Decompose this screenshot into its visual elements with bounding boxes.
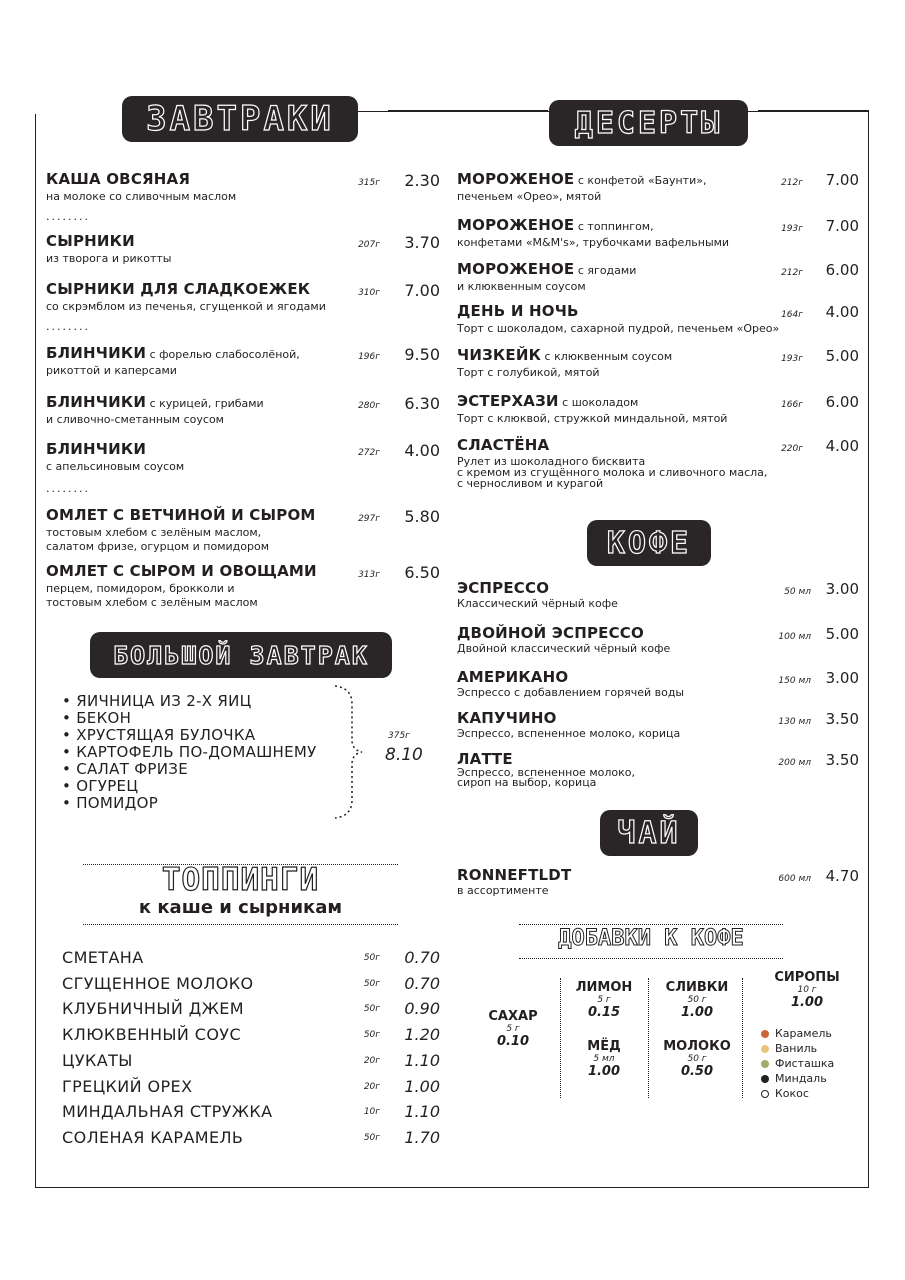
- frame-gap: [34, 108, 134, 114]
- addons-title: ДОБАВКИ К КОФЕ: [558, 926, 744, 951]
- toppings-subtitle: к каше и сырникам: [138, 897, 343, 918]
- item-description: Торт с клюквой, стружкой миндальной, мятой: [457, 412, 728, 425]
- syrup-flavor-list: [761, 1026, 861, 1101]
- topping-price: 0.70: [404, 948, 440, 967]
- item-description: Торт с шоколадом, сахарной пудрой, печеньем «Орео»: [457, 322, 780, 335]
- big-breakfast-item: • ОГУРЕЦ: [62, 777, 139, 795]
- item-weight: 315г: [358, 178, 380, 188]
- item-description: перцем, помидором, брокколи и тостовым хлебом с зелёным маслом: [46, 582, 258, 609]
- topping-weight: 20г: [363, 1081, 380, 1092]
- addon-lemon-name: ЛИМОН: [575, 980, 633, 995]
- addons-top-divider: [519, 924, 783, 925]
- desserts-header: ДЕСЕРТЫ: [549, 100, 748, 146]
- item-name-text: МОРОЖЕНОЕ: [457, 260, 575, 278]
- topping-price: 0.70: [404, 973, 440, 993]
- item-separator: ........: [46, 320, 90, 333]
- item-weight: 212г: [781, 178, 803, 188]
- item-subtitle: с ягодами: [574, 264, 637, 277]
- syrup-flavor-label: Карамель: [775, 1027, 832, 1040]
- item-description: Эспрессо, вспененное молоко, корица: [457, 727, 681, 740]
- flavor-dot-icon: [761, 1030, 769, 1038]
- item-weight: 200 мл: [778, 758, 811, 768]
- item-name: [46, 344, 440, 364]
- topping-price: 1.10: [404, 1050, 440, 1070]
- topping-row: [62, 1051, 440, 1071]
- addon-honey: [566, 1039, 642, 1079]
- item-name: КАПУЧИНО: [457, 709, 557, 727]
- coffee-item: [457, 624, 859, 656]
- dessert-item: [457, 260, 859, 294]
- item-name-text: КАША ОВСЯНАЯ: [46, 170, 191, 188]
- syrup-flavor: [761, 1026, 861, 1041]
- item-price: 3.50: [825, 710, 859, 728]
- item-name: АМЕРИКАНО: [457, 668, 569, 686]
- dessert-item: [457, 216, 859, 250]
- topping-weight: 50г: [363, 978, 380, 989]
- item-weight: 196г: [358, 352, 380, 362]
- item-price: 4.00: [404, 441, 440, 460]
- breakfast-item: [46, 232, 440, 266]
- item-price: 4.00: [825, 303, 859, 321]
- topping-name: ГРЕЦКИЙ ОРЕХ: [62, 1076, 193, 1096]
- item-weight: 50 мл: [784, 587, 811, 597]
- topping-row: [62, 948, 440, 968]
- item-name: [46, 232, 440, 252]
- topping-row: [62, 1128, 440, 1148]
- big-breakfast-item: • ПОМИДОР: [62, 794, 159, 812]
- addon-milk-price: 0.50: [680, 1064, 714, 1079]
- topping-row: [62, 1077, 440, 1097]
- syrup-flavor-label: Миндаль: [775, 1072, 827, 1085]
- topping-name: КЛЮКВЕННЫЙ СОУС: [62, 1025, 242, 1045]
- topping-row: [62, 1102, 440, 1122]
- syrup-flavor: [761, 1071, 861, 1086]
- item-description: со скрэмблом из печенья, сгущенкой и ягодами: [46, 300, 326, 313]
- topping-weight: 50г: [363, 953, 380, 963]
- item-description: в ассортименте: [457, 884, 549, 897]
- item-weight: 207г: [358, 240, 380, 250]
- big-breakfast-weight: 375г: [388, 731, 410, 741]
- item-price: 9.50: [404, 345, 440, 364]
- syrup-flavor-label: Кокос: [775, 1087, 809, 1100]
- breakfast-item: [46, 562, 440, 610]
- item-description: и сливочно-сметанным соусом: [46, 413, 224, 426]
- topping-weight: 50г: [363, 1004, 380, 1015]
- item-name-text: МОРОЖЕНОЕ: [457, 216, 575, 234]
- addon-syrups-name: СИРОПЫ: [774, 970, 840, 985]
- item-name: [46, 280, 440, 300]
- item-description: с апельсиновым соусом: [46, 460, 185, 473]
- breakfast-item: [46, 280, 440, 314]
- item-description: Эспрессо с добавлением горячей воды: [457, 686, 685, 699]
- addon-sugar-weight: 5 г: [506, 1024, 520, 1034]
- item-name: [46, 170, 440, 190]
- item-weight: 310г: [358, 288, 380, 298]
- item-description: Классический чёрный кофе: [457, 597, 618, 610]
- addon-honey-name: МЁД: [587, 1039, 621, 1054]
- addon-lemon-price: 0.15: [587, 1005, 621, 1020]
- addon-sugar-price: 0.10: [496, 1034, 530, 1049]
- topping-weight: 50г: [363, 1132, 380, 1143]
- item-description: из творога и рикотты: [46, 252, 172, 265]
- item-description: Рулет из шоколадного бисквита с кремом из сгущённого молока и сливочного масла, с черносливом и курагой: [457, 455, 768, 490]
- tea-header: ЧАЙ: [600, 810, 698, 856]
- big-breakfast-item: • ЯИЧНИЦА ИЗ 2-Х ЯИЦ: [62, 692, 252, 710]
- coffee-item: [457, 750, 859, 788]
- item-name-text: СЫРНИКИ: [46, 232, 135, 250]
- big-breakfast-item: • КАРТОФЕЛЬ ПО-ДОМАШНЕМУ: [62, 743, 317, 761]
- flavor-dot-icon: [761, 1060, 769, 1068]
- item-name-text: ДЕНЬ И НОЧЬ: [457, 302, 579, 320]
- item-weight: 193г: [781, 224, 803, 234]
- item-price: 5.80: [404, 507, 440, 526]
- frame-top-line-middle: [388, 110, 548, 111]
- item-name-text: СЫРНИКИ ДЛЯ СЛАДКОЕЖЕК: [46, 280, 311, 298]
- item-name: ЭСПРЕССО: [457, 579, 550, 597]
- item-separator: ........: [46, 482, 90, 495]
- syrup-flavor: [761, 1056, 861, 1071]
- frame-top-line-right: [758, 110, 869, 111]
- toppings-title: ТОППИНГИ: [161, 862, 320, 898]
- flavor-dot-icon: [761, 1045, 769, 1053]
- breakfast-item: [46, 344, 440, 378]
- topping-price: 1.00: [404, 1076, 440, 1096]
- topping-name: СГУЩЕННОЕ МОЛОКО: [62, 973, 254, 993]
- topping-name: МИНДАЛЬНАЯ СТРУЖКА: [62, 1102, 273, 1122]
- item-price: 4.00: [825, 437, 859, 455]
- item-price: 7.00: [404, 281, 440, 300]
- item-name-text: МОРОЖЕНОЕ: [457, 170, 575, 188]
- big-breakfast-item: • БЕКОН: [62, 709, 132, 727]
- item-name-text: БЛИНЧИКИ: [46, 393, 147, 411]
- item-weight: 280г: [358, 401, 380, 411]
- item-subtitle: с клюквенным соусом: [541, 350, 673, 363]
- coffee-item: [457, 579, 859, 611]
- big-breakfast-list: [62, 693, 362, 812]
- breakfast-header: ЗАВТРАКИ: [122, 96, 358, 142]
- item-weight: 272г: [358, 448, 380, 458]
- topping-price: 0.90: [404, 999, 440, 1019]
- item-description: Торт с голубикой, мятой: [457, 366, 600, 379]
- item-description: Двойной классический чёрный кофе: [457, 642, 671, 655]
- item-name: [46, 506, 440, 526]
- item-price: 3.00: [825, 669, 859, 687]
- topping-weight: 10г: [363, 1107, 380, 1118]
- breakfast-item: [46, 440, 440, 474]
- item-weight: 297г: [358, 514, 380, 524]
- topping-weight: 50г: [363, 1030, 380, 1041]
- addons-bottom-divider: [519, 958, 783, 959]
- item-subtitle: с курицей, грибами: [146, 397, 264, 410]
- topping-row: [62, 999, 440, 1019]
- item-price: 6.00: [825, 261, 859, 279]
- breakfast-item: [46, 170, 440, 204]
- addon-cream-name: СЛИВКИ: [665, 980, 729, 995]
- item-weight: 130 мл: [778, 717, 811, 727]
- item-weight: 166г: [781, 400, 803, 410]
- item-weight: 220г: [781, 444, 803, 454]
- syrup-flavor: [761, 1041, 861, 1056]
- item-price: 3.00: [825, 580, 859, 598]
- item-name: [46, 562, 440, 582]
- dessert-item: [457, 436, 859, 489]
- addon-cream: [656, 980, 738, 1020]
- item-weight: 193г: [781, 354, 803, 364]
- addon-syrups: [752, 970, 862, 1010]
- item-price: 5.00: [825, 625, 859, 643]
- item-description: Эспрессо, вспененное молоко, сироп на выбор, корица: [457, 766, 635, 789]
- item-name-text: ОМЛЕТ С ВЕТЧИНОЙ И СЫРОМ: [46, 506, 316, 524]
- dessert-item: [457, 346, 859, 380]
- addon-lemon-weight: 5 г: [597, 995, 611, 1005]
- item-name-text: БЛИНЧИКИ: [46, 344, 147, 362]
- addon-honey-price: 1.00: [587, 1064, 621, 1079]
- addon-honey-weight: 5 мл: [593, 1054, 615, 1064]
- item-price: 3.70: [404, 233, 440, 252]
- breakfast-item: [46, 393, 440, 427]
- addon-milk-weight: 50 г: [687, 1054, 707, 1064]
- coffee-header: КОФЕ: [587, 520, 711, 566]
- item-subtitle: с конфетой «Баунти»,: [574, 174, 707, 187]
- item-price: 7.00: [825, 217, 859, 235]
- item-name-text: ЭСТЕРХАЗИ: [457, 392, 559, 410]
- topping-price: 1.10: [404, 1102, 440, 1122]
- addon-lemon: [566, 980, 642, 1020]
- item-price: 4.70: [825, 867, 859, 885]
- addons-divider-2: [648, 978, 649, 1098]
- big-breakfast-item: • САЛАТ ФРИЗЕ: [62, 760, 188, 778]
- addon-syrups-weight: 10 г: [797, 985, 817, 995]
- item-weight: 313г: [358, 570, 380, 580]
- big-breakfast-price: 8.10: [385, 745, 423, 765]
- item-name-text: СЛАСТЁНА: [457, 436, 550, 454]
- syrup-flavor-label: Ваниль: [775, 1042, 818, 1055]
- topping-row: [62, 1025, 440, 1045]
- item-weight: 212г: [781, 268, 803, 278]
- topping-name: СМЕТАНА: [62, 948, 144, 967]
- dessert-item: [457, 392, 859, 426]
- topping-name: ЦУКАТЫ: [62, 1050, 133, 1070]
- item-name-text: ОМЛЕТ С СЫРОМ И ОВОЩАМИ: [46, 562, 317, 580]
- item-name: ЛАТТЕ: [457, 750, 513, 768]
- flavor-dot-icon: [761, 1090, 769, 1098]
- item-weight: 164г: [781, 310, 803, 320]
- syrup-flavor: [761, 1086, 861, 1101]
- item-description: тостовым хлебом с зелёным маслом, салатом фризе, огурцом и помидором: [46, 526, 270, 553]
- addon-cream-price: 1.00: [680, 1005, 714, 1020]
- addons-divider-1: [560, 978, 561, 1098]
- item-price: 6.30: [404, 394, 440, 413]
- addons-divider-3: [742, 978, 743, 1098]
- item-weight: 150 мл: [778, 676, 811, 686]
- item-price: 6.00: [825, 393, 859, 411]
- item-subtitle: с форелью слабосолёной,: [146, 348, 300, 361]
- item-weight: 600 мл: [778, 874, 811, 884]
- item-price: 3.50: [825, 751, 859, 769]
- coffee-item: [457, 668, 859, 700]
- addon-sugar: [478, 1009, 548, 1049]
- topping-price: 1.70: [404, 1127, 440, 1147]
- syrup-flavor-label: Фисташка: [775, 1057, 835, 1070]
- item-description: печеньем «Орео», мятой: [457, 190, 602, 203]
- item-name: ДВОЙНОЙ ЭСПРЕССО: [457, 624, 644, 642]
- big-breakfast-header: БОЛЬШОЙ ЗАВТРАК: [90, 632, 392, 678]
- topping-name: СОЛЕНАЯ КАРАМЕЛЬ: [62, 1127, 244, 1147]
- addon-milk: [656, 1039, 738, 1079]
- dessert-item: [457, 170, 859, 204]
- item-separator: ........: [46, 210, 90, 223]
- item-name: [46, 440, 440, 460]
- curly-brace-icon: [330, 684, 370, 820]
- item-price: 2.30: [404, 171, 440, 190]
- big-breakfast-item: • ХРУСТЯЩАЯ БУЛОЧКА: [62, 726, 256, 744]
- toppings-bottom-divider: [83, 924, 398, 925]
- addon-syrups-price: 1.00: [790, 995, 824, 1010]
- addon-sugar-name: САХАР: [488, 1009, 538, 1024]
- item-description: и клюквенным соусом: [457, 280, 586, 293]
- topping-name: КЛУБНИЧНЫЙ ДЖЕМ: [62, 999, 244, 1019]
- topping-row: [62, 974, 440, 994]
- breakfast-item: [46, 506, 440, 554]
- topping-price: 1.20: [404, 1025, 440, 1045]
- item-price: 7.00: [825, 171, 859, 189]
- item-price: 5.00: [825, 347, 859, 365]
- item-name: [46, 393, 440, 413]
- topping-weight: 20г: [363, 1055, 380, 1066]
- addon-cream-weight: 50 г: [687, 995, 707, 1005]
- item-name-text: БЛИНЧИКИ: [46, 440, 147, 458]
- item-name-text: ЧИЗКЕЙК: [457, 346, 542, 364]
- item-price: 6.50: [404, 563, 440, 582]
- coffee-item: [457, 709, 859, 741]
- item-description: на молоке со сливочным маслом: [46, 190, 237, 203]
- item-weight: 100 мл: [778, 632, 811, 642]
- item-description: конфетами «M&M's», трубочками вафельными: [457, 236, 730, 249]
- addon-milk-name: МОЛОКО: [663, 1039, 731, 1054]
- dessert-item: [457, 302, 859, 336]
- item-subtitle: с шоколадом: [558, 396, 639, 409]
- flavor-dot-icon: [761, 1075, 769, 1083]
- tea-item: [457, 866, 859, 898]
- item-description: рикоттой и каперсами: [46, 364, 177, 377]
- item-name: RONNEFTLDT: [457, 866, 572, 884]
- item-subtitle: с топпингом,: [574, 220, 654, 233]
